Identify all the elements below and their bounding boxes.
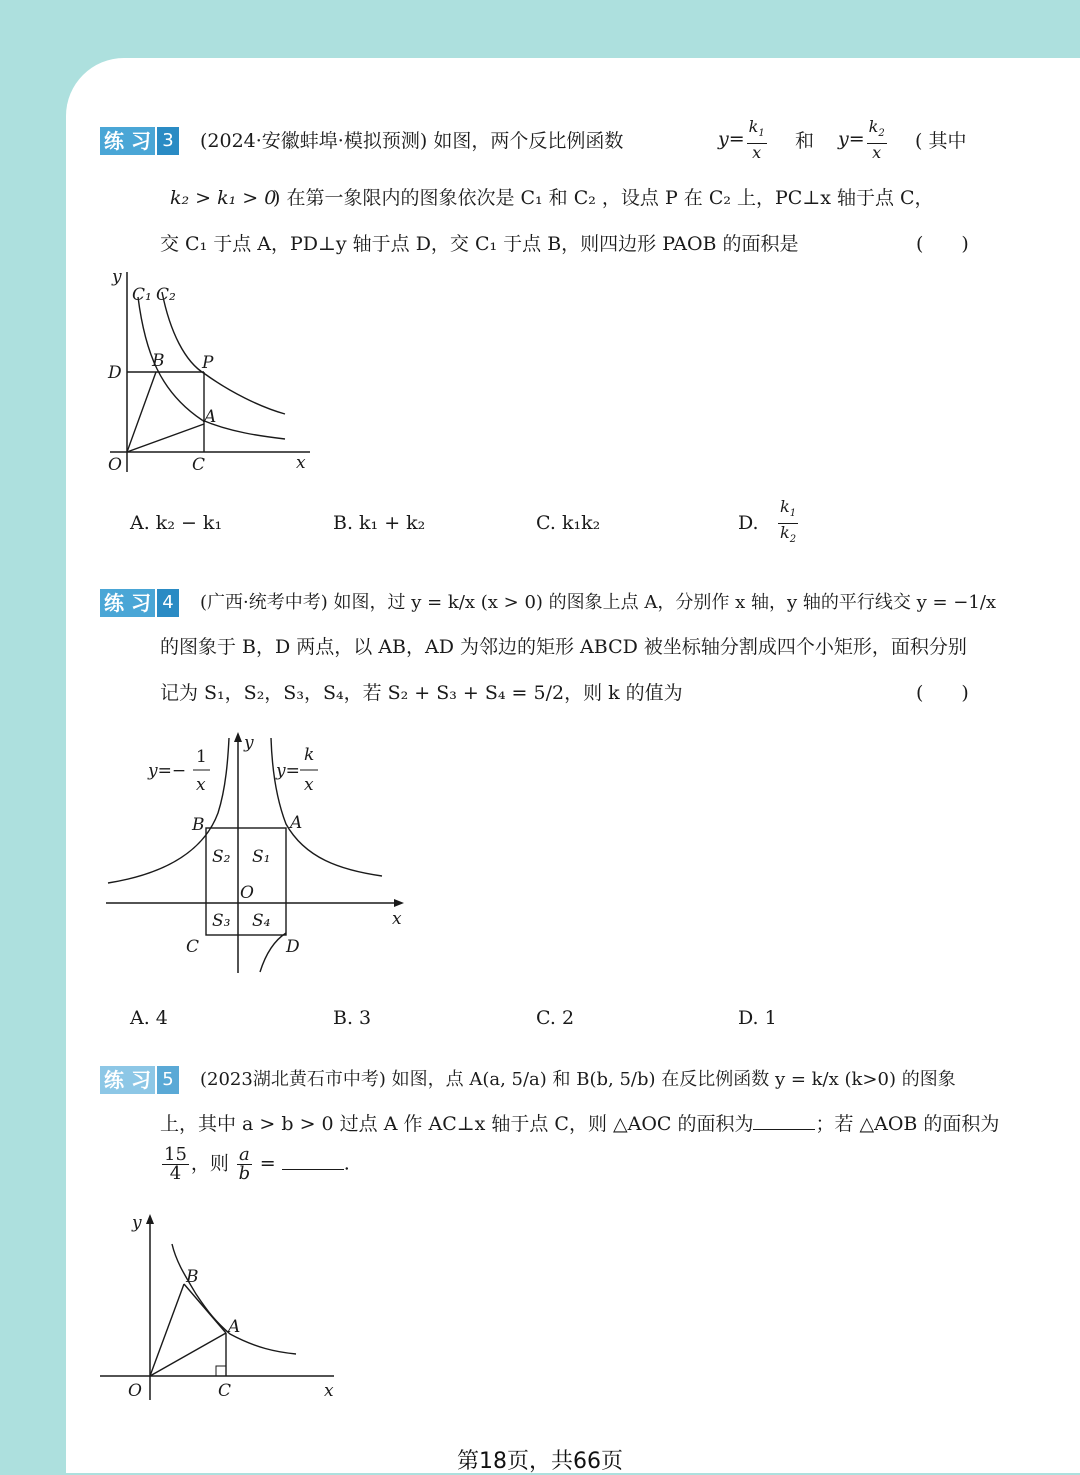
q3-fn1: y= $\frac{k_1}{x}$	[718, 117, 765, 163]
fig4-left-num: 1	[196, 747, 207, 767]
fig4-s3: S₃	[212, 911, 231, 931]
fig4-left-fn: y=−	[148, 761, 187, 781]
q5-figure	[96, 1206, 346, 1406]
practice-tag-3	[100, 127, 179, 155]
fig3-c1: C₁	[132, 285, 152, 305]
fig4-d: D	[286, 937, 300, 957]
q3-option-a[interactable]: A. k₂ − k₁	[130, 512, 223, 534]
q3-line2: ) 在第一象限内的图象依次是 C₁ 和 C₂ ，设点 P 在 C₂ 上，PC⊥x 轴于点 C，	[273, 187, 934, 209]
fig5-x: x	[324, 1381, 334, 1401]
fig3-x: x	[296, 453, 306, 473]
q4-line2: 的图象于 B，D 两点，以 AB，AD 为邻边的矩形 ABCD 被坐标轴分割成四个小矩形，面积分别	[160, 636, 967, 658]
fig3-y: y	[112, 267, 122, 287]
q4-paren: ( )	[916, 682, 969, 704]
q4-option-b[interactable]: B. 3	[333, 1007, 372, 1029]
practice-label: 练 习	[100, 589, 155, 617]
q3-line3: 交 C₁ 于点 A，PD⊥y 轴于点 D，交 C₁ 于点 B，则四边形 PAOB 的面积是	[160, 233, 799, 255]
fig4-o: O	[240, 883, 254, 903]
fig4-b: B	[192, 815, 205, 835]
q3-figure	[100, 262, 320, 484]
fig5-o: O	[128, 1381, 142, 1401]
q3-source: (2024·安徽蚌埠·模拟预测)	[200, 130, 428, 152]
q5-line2: 上，其中 a > b > 0 过点 A 作 AC⊥x 轴于点 C，则 △AOC 的面积为 ；若 △AOB 的面积为	[160, 1113, 1000, 1135]
fig4-a: A	[290, 813, 303, 833]
practice-tag-4	[100, 589, 179, 617]
practice-number: 3	[157, 127, 179, 155]
q3-option-d-fraction: $\frac{k_1}{k_2}$	[780, 497, 797, 546]
q3-line1-a: 如图，两个反比例函数	[433, 130, 624, 152]
q3-paren: ( )	[916, 233, 969, 255]
q5-blank-2[interactable]	[282, 1151, 344, 1170]
q4-line1-text: 如图，过 y = k/x (x > 0) 的图象上点 A，分别作 x 轴，y 轴的平行线交 y = −1/x	[333, 592, 997, 613]
fig4-right-fn: y=	[276, 761, 300, 781]
q5-line1	[200, 1067, 956, 1093]
q3-fn2: y= $\frac{k_2}{x}$	[838, 117, 885, 163]
q4-line3: 记为 S₁，S₂，S₃，S₄，若 S₂ + S₃ + S₄ = 5/2，则 k 的值为	[160, 682, 683, 704]
q5-source: (2023湖北黄石市中考)	[200, 1069, 386, 1090]
fig5-b: B	[186, 1267, 199, 1287]
page-number-footer: 第18页，共66页	[457, 1449, 623, 1474]
fig4-left-den: x	[196, 775, 206, 795]
practice-number: 4	[157, 589, 179, 617]
fig4-y: y	[244, 733, 254, 753]
fig4-right-num: k	[304, 745, 315, 765]
q4-figure	[100, 728, 410, 978]
q4-option-c[interactable]: C. 2	[536, 1007, 575, 1029]
practice-label: 练 习	[100, 127, 155, 155]
fig4-s2: S₂	[212, 847, 231, 867]
q3-option-b[interactable]: B. k₁ + k₂	[333, 512, 426, 534]
q5-line1-text: 如图，点 A(a, 5/a) 和 B(b, 5/b) 在反比例函数 y = k/x (k>0) 的图象	[391, 1069, 956, 1090]
practice-tag-5	[100, 1066, 179, 1094]
practice-label: 练 习	[100, 1066, 155, 1094]
fig5-a: A	[228, 1317, 241, 1337]
q5-blank-1[interactable]	[753, 1111, 815, 1130]
practice-number: 5	[157, 1066, 179, 1094]
fig4-s1: S₁	[252, 847, 271, 867]
q4-option-a[interactable]: A. 4	[130, 1007, 168, 1029]
fig5-y: y	[132, 1213, 142, 1233]
q3-line1-c: ( 其中	[915, 130, 967, 152]
q4-option-d[interactable]: D. 1	[738, 1007, 777, 1029]
fig3-a: A	[204, 407, 217, 427]
q5-line3: $\frac{15}{4}$ ，则 $\frac{a}{b}$ = .	[164, 1144, 350, 1184]
q4-source: (广西·统考中考)	[200, 592, 328, 613]
q3-cond: k₂ > k₁ > 0	[170, 187, 277, 209]
q3-option-d[interactable]: D.	[738, 512, 759, 534]
fig3-b: B	[152, 351, 165, 371]
fig4-s4: S₄	[252, 911, 271, 931]
fig3-p: P	[202, 353, 214, 373]
q3-line1-b: 和	[795, 130, 815, 152]
fig4-right-den: x	[304, 775, 314, 795]
fig3-c2: C₂	[156, 285, 176, 305]
fig5-c: C	[218, 1381, 232, 1401]
q4-line1	[200, 590, 996, 616]
fig4-x: x	[392, 909, 402, 929]
q3-option-c[interactable]: C. k₁k₂	[536, 512, 601, 534]
q3-line1	[200, 128, 623, 154]
fig3-o: O	[108, 455, 122, 475]
fig3-c: C	[192, 455, 206, 475]
fig4-c: C	[186, 937, 200, 957]
fig3-d: D	[108, 363, 122, 383]
